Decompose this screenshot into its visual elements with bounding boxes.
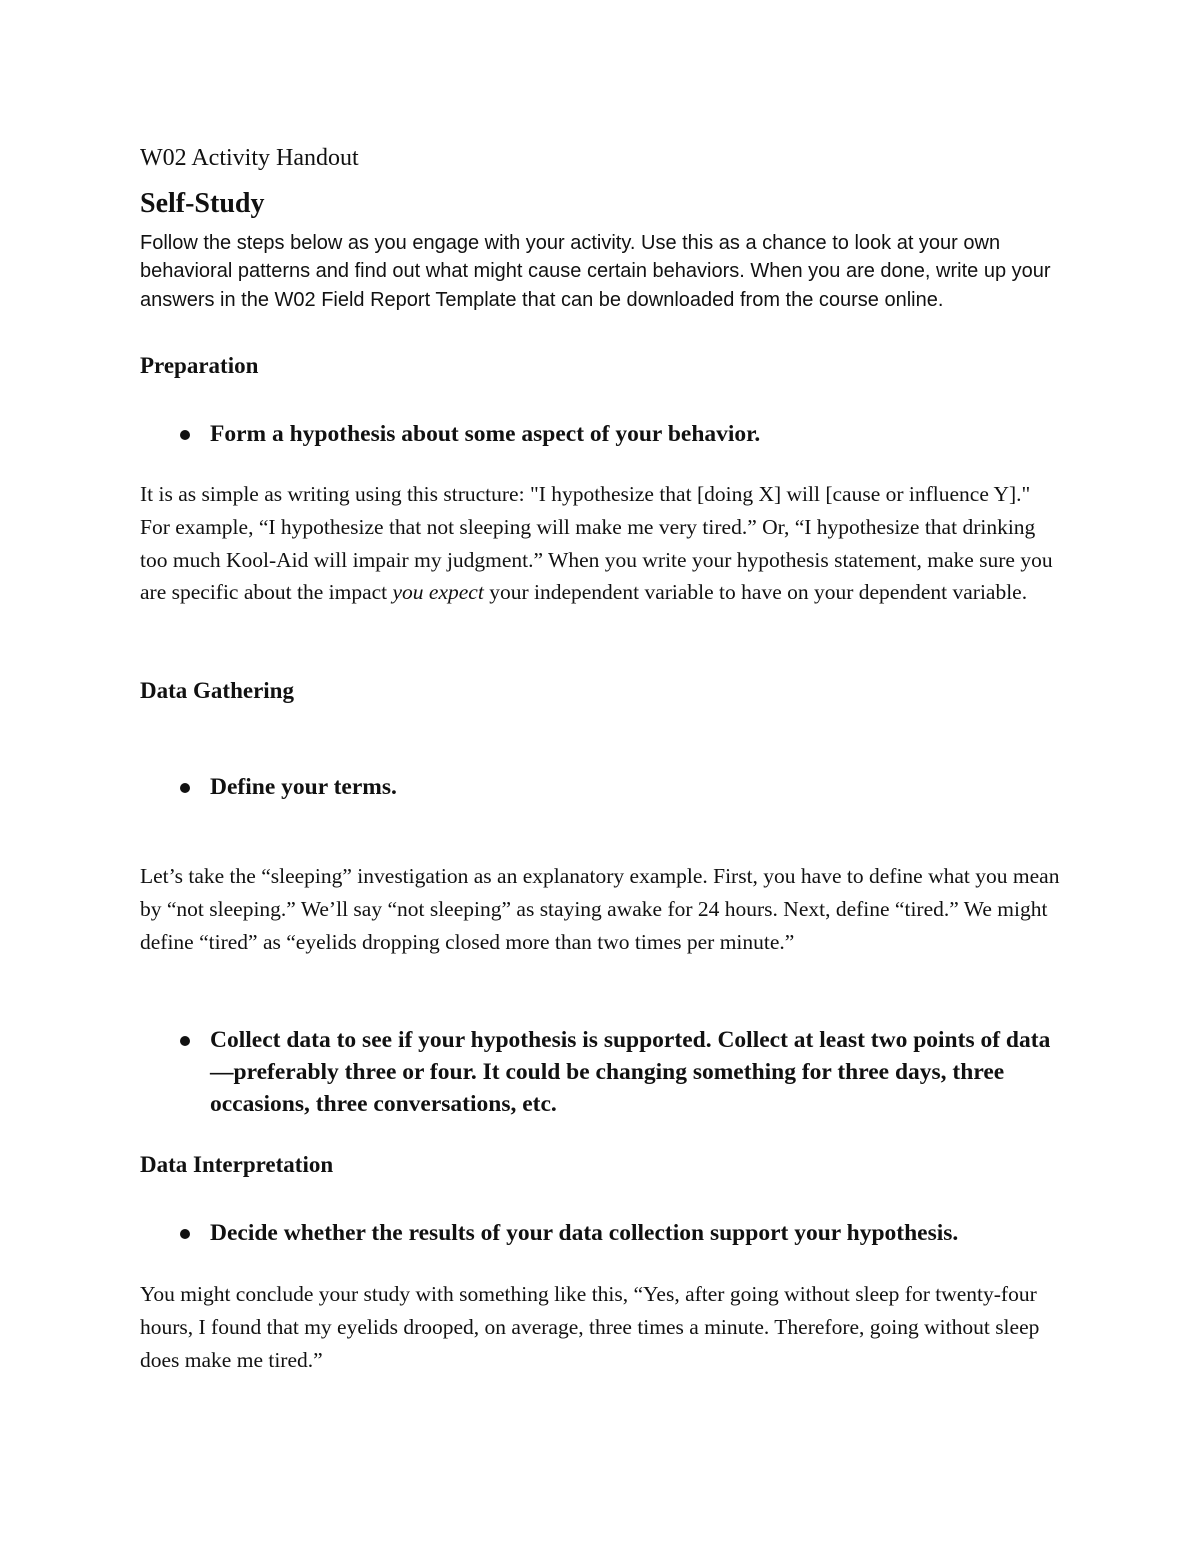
- intro-paragraph: Follow the steps below as you engage with your activity. Use this as a chance to look at your own behavioral patterns and find out what might cause certain behaviors. When you are done, write up your answers in the W02 Field Report Template that can be downloaded from the course online.: [140, 232, 1051, 311]
- bullet-form-hypothesis: Form a hypothesis about some aspect of your behavior.: [210, 421, 761, 447]
- conclusion-paragraph: You might conclude your study with something like this, “Yes, after going without sleep for twenty-four hours, I found that my eyelids drooped, on average, three times a minute. Therefore, going without sleep does make me tired.”: [140, 1282, 1040, 1372]
- hypothesis-emphasis: you expect: [392, 580, 484, 605]
- hypothesis-text-start: It is as simple as writing using this structure: "I hypothesize that [doing X] will [cause or influence Y]." For example, “I hypothesize that not sleeping will make me very tired.” Or, “I hypothesize that drinking too much Kool-Aid will impair my judgment.” When you write your hypothesis statement, make sure you are specific about the impact: [140, 482, 1053, 605]
- section-heading-self-study: Self-Study: [140, 188, 265, 219]
- bullet-collect-data: Collect data to see if your hypothesis is supported. Collect at least two points of data—preferably three or four. It could be changing something for three days, three occasions, three conversations, etc.: [210, 1027, 1051, 1117]
- document-title: W02 Activity Handout: [140, 145, 359, 171]
- bullet-dot-icon: [180, 1229, 190, 1239]
- bullet-dot-icon: [180, 783, 190, 793]
- sleeping-example-paragraph: Let’s take the “sleeping” investigation as an explanatory example. First, you have to define what you mean by “not sleeping.” We’ll say “not sleeping” as staying awake for 24 hours. Next, define “tired.” We might define “tired” as “eyelids dropping closed more than two times per minute.”: [140, 864, 1060, 954]
- bullet-define-terms: Define your terms.: [210, 774, 397, 800]
- bullet-dot-icon: [180, 430, 190, 440]
- bullet-decide-results: Decide whether the results of your data collection support your hypothesis.: [210, 1220, 959, 1246]
- heading-preparation: Preparation: [140, 353, 259, 378]
- bullet-dot-icon: [180, 1036, 190, 1046]
- heading-data-interpretation: Data Interpretation: [140, 1152, 334, 1177]
- hypothesis-text-end: your independent variable to have on your dependent variable.: [483, 580, 1028, 605]
- hypothesis-paragraph: [140, 478, 1065, 609]
- heading-data-gathering: Data Gathering: [140, 678, 294, 703]
